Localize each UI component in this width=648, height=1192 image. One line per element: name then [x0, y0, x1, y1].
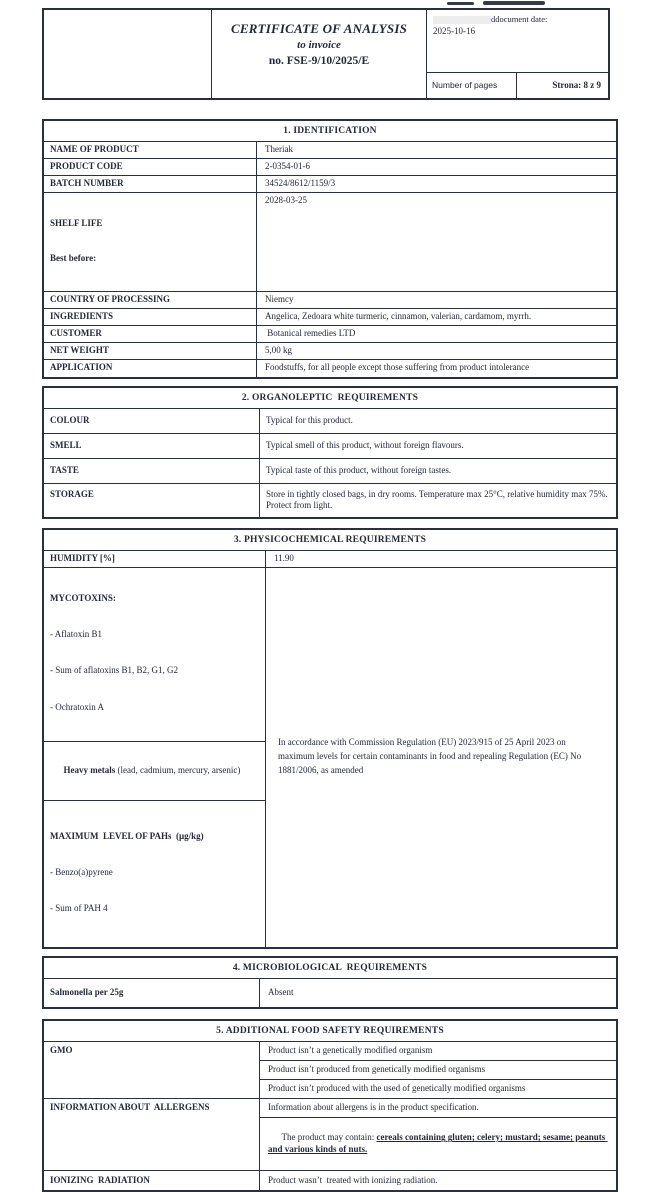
pahs-cell — [44, 801, 266, 946]
row-label: SMELL — [44, 434, 260, 459]
pages-row — [427, 73, 608, 98]
allergens-label: INFORMATION ABOUT ALLERGENS — [44, 1099, 260, 1172]
row-label: NAME OF PRODUCT — [44, 142, 257, 159]
mycotoxin-item: - Ochratoxin A — [50, 701, 104, 712]
section-5-title: 5. ADDITIONAL FOOD SAFETY REQUIREMENTS — [44, 1021, 616, 1042]
pahs-item: - Benzo(a)pyrene — [50, 866, 113, 877]
row-value: 34524/8612/1159/3 — [257, 176, 616, 193]
row-value: 2-0354-01-6 — [257, 159, 616, 176]
row-label: COUNTRY OF PROCESSING — [44, 292, 257, 309]
best-before-label: Best before: — [50, 253, 97, 264]
humidity-label: HUMIDITY [%] — [44, 551, 266, 568]
humidity-value: 11.90 — [266, 551, 616, 568]
row-label: CUSTOMER — [44, 326, 257, 343]
row-label: TASTE — [44, 459, 260, 484]
redacted-area — [433, 16, 491, 24]
scan-smudge — [447, 2, 474, 5]
ionizing-radiation-value: Product wasn’t treated with ionizing radiation. — [268, 1175, 438, 1186]
row-value: Angelica, Zedoara white turmeric, cinnamon, valerian, cardamom, myrrh. — [257, 309, 616, 326]
row-value: Typical smell of this product, without foreign flavours. — [260, 434, 616, 459]
row-value: Typical for this product. — [260, 409, 616, 434]
logo-placeholder-cell — [44, 10, 212, 98]
mycotoxin-item: - Sum of aflatoxins B1, B2, G1, G2 — [50, 665, 178, 676]
row-label: BATCH NUMBER — [44, 176, 257, 193]
gmo-statement: Product isn’t a genetically modified organism — [260, 1042, 616, 1061]
heavy-metals-title: Heavy metals — [63, 764, 116, 775]
row-value: Niemcy — [257, 292, 616, 309]
section-identification — [42, 119, 618, 379]
regulation-note: In accordance with Commission Regulation (EU) 2023/915 of 25 April 2023 on maximum levels for certain contaminants in food and repealing Regulation (EC) No 1881/2006, as amended — [278, 737, 582, 776]
header-table — [42, 8, 610, 100]
shelf-life-label: SHELF LIFE — [50, 218, 103, 229]
allergens-prefix: The product may contain: — [281, 1132, 377, 1143]
section-2-title: 2. ORGANOLEPTIC REQUIREMENTS — [44, 388, 616, 409]
number-of-pages-label: Number of pages — [427, 73, 517, 98]
document-date-value: 2025-10-16 — [433, 26, 475, 36]
row-value: Botanical remedies LTD — [257, 326, 616, 343]
row-value: 5,00 kg — [257, 343, 616, 360]
row-label: INGREDIENTS — [44, 309, 257, 326]
scan-smudge — [483, 1, 545, 5]
gmo-statement: Product isn’t produced from genetically modified organisms — [260, 1061, 616, 1080]
page-indicator: Strona: 8 z 9 — [552, 80, 601, 90]
row-label: COLOUR — [44, 409, 260, 434]
allergens-list: cereals containing gluten; celery; mustard; sesame; peanuts and various kinds of nuts. — [268, 1132, 608, 1154]
certificate-number: no. FSE-9/10/2025/E — [268, 55, 370, 67]
document-date-cell — [427, 10, 608, 73]
pahs-item: - Sum of PAH 4 — [50, 903, 108, 914]
section-physicochemical — [42, 528, 618, 949]
mycotoxin-item: - Aflatoxin B1 — [50, 629, 102, 639]
heavy-metals-cell — [44, 742, 266, 801]
section-3-title: 3. PHYSICOCHEMICAL REQUIREMENTS — [44, 530, 616, 551]
certificate-subtitle: to invoice — [297, 39, 341, 51]
heavy-metals-detail: (lead, cadmium, mercury, arsenic) — [115, 764, 241, 775]
row-label: NET WEIGHT — [44, 343, 257, 360]
gmo-label: GMO — [44, 1042, 260, 1099]
mycotoxins-title: MYCOTOXINS: — [50, 592, 116, 603]
ionizing-radiation-label: IONIZING RADIATION — [44, 1171, 260, 1190]
section-1-title: 1. IDENTIFICATION — [44, 121, 616, 142]
header-meta-cell — [427, 10, 608, 98]
row-label — [44, 193, 257, 292]
mycotoxins-cell — [44, 568, 266, 743]
row-label: APPLICATION — [44, 360, 257, 377]
row-value: Store in tightly closed bags, in dry rooms. Temperature max 25°C, relative humidity max 75%. Protect from light. — [266, 488, 610, 511]
row-value: 2028-03-25 — [257, 193, 616, 292]
allergens-statement: Information about allergens is in the product specification. — [260, 1099, 616, 1118]
certificate-title: CERTIFICATE OF ANALYSIS — [230, 21, 408, 36]
section-organoleptic — [42, 386, 618, 519]
row-value: Theriak — [257, 142, 616, 159]
gmo-statement: Product isn’t produced with the used of genetically modified organisms — [260, 1080, 616, 1099]
row-value: Typical taste of this product, without foreign tastes. — [260, 459, 616, 484]
document-date-label: ddocument date: — [491, 14, 548, 24]
section-additional-food-safety — [42, 1019, 618, 1192]
salmonella-value: Absent — [268, 986, 294, 997]
regulation-note-cell — [266, 568, 616, 947]
row-label: PRODUCT CODE — [44, 159, 257, 176]
salmonella-label: Salmonella per 25g — [44, 979, 260, 1007]
pahs-title: MAXIMUM LEVEL OF PAHs (µg/kg) — [50, 830, 204, 841]
section-microbiological — [42, 956, 618, 1009]
certificate-title-cell — [212, 10, 427, 98]
row-label: STORAGE — [44, 484, 260, 517]
allergens-may-contain — [260, 1118, 616, 1172]
row-value: Foodstuffs, for all people except those suffering from product intolerance — [265, 361, 530, 372]
section-4-title: 4. MICROBIOLOGICAL REQUIREMENTS — [44, 958, 616, 979]
